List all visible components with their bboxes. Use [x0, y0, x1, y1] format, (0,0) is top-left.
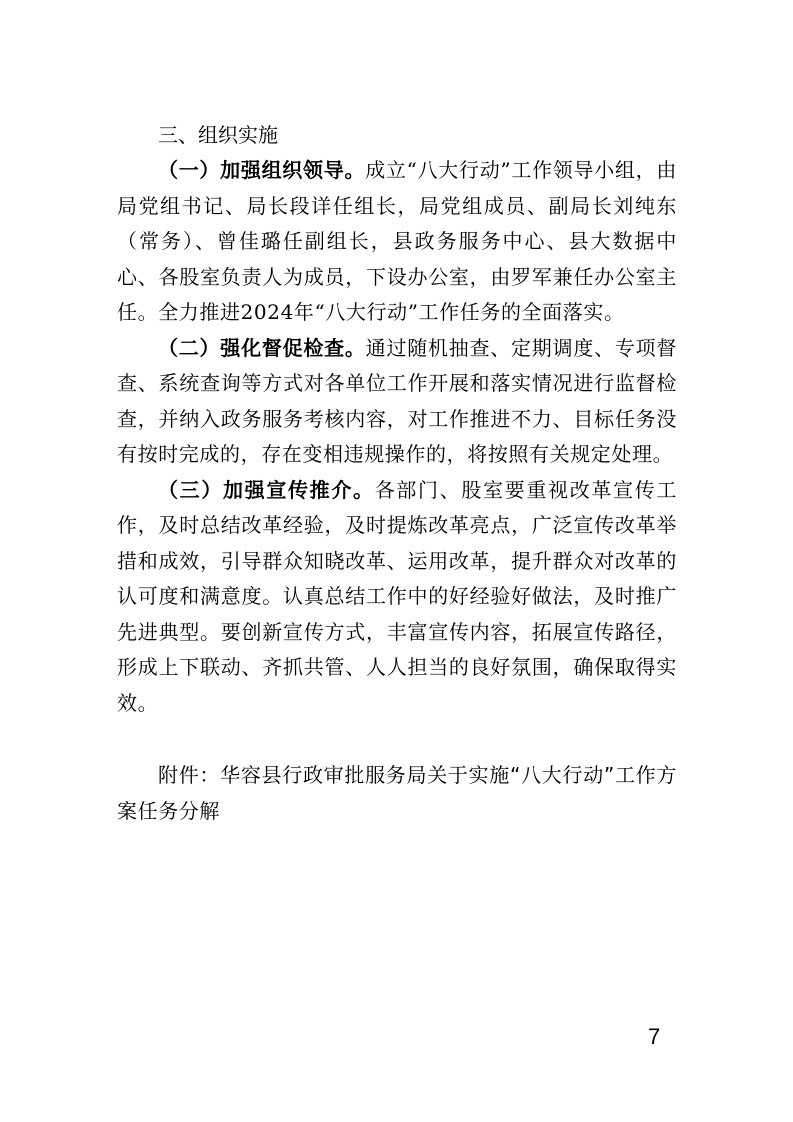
paragraph-lead: （一）加强组织领导。: [158, 158, 366, 182]
body-text: [117, 118, 677, 829]
paragraph-lead: （三）加强宣传推介。: [158, 477, 375, 502]
paragraph-text: 各部门、股室要重视改革宣传工作，及时总结改革经验，及时提炼改革亮点，广泛宣传改革举措和成效，引导群众知晓改革、运用改革，提升群众对改革的认可度和满意度。认真总结工作中的好经验好做法，及时推广先进典型。要创新宣传方式，丰富宣传内容，拓展宣传路径，形成上下联动、齐抓共管、人人担当的良好氛围，确保取得实效。: [117, 477, 678, 715]
paragraph-publicity-promotion: [117, 473, 677, 722]
section-heading: 三、组织实施: [158, 123, 278, 147]
paragraph-lead: （二）强化督促检查。: [158, 335, 366, 360]
paragraph-supervision-inspection: [117, 331, 677, 473]
page-number: 7: [648, 1024, 661, 1049]
paragraph-organization-leadership: [117, 153, 677, 331]
paragraph-text: 成立“八大行动”工作领导小组，由局党组书记、局长段详任组长，局党组成员、副局长刘纯东（常务）、曾佳璐任副组长，县政务服务中心、县大数据中心、各股室负责人为成员，下设办公室，由罗军兼任办公室主任。全力推进2024年“八大行动”工作任务的全面落实。: [117, 158, 677, 324]
paragraph-text: 通过随机抽查、定期调度、专项督查、系统查询等方式对各单位工作开展和落实情况进行监督检查，并纳入政务服务考核内容，对工作推进不力、目标任务没有按时完成的，存在变相违规操作的，将按照有关规定处理。: [117, 335, 678, 466]
attachment-note: 附件：华容县行政审批服务局关于实施“八大行动”工作方案任务分解: [117, 763, 677, 823]
